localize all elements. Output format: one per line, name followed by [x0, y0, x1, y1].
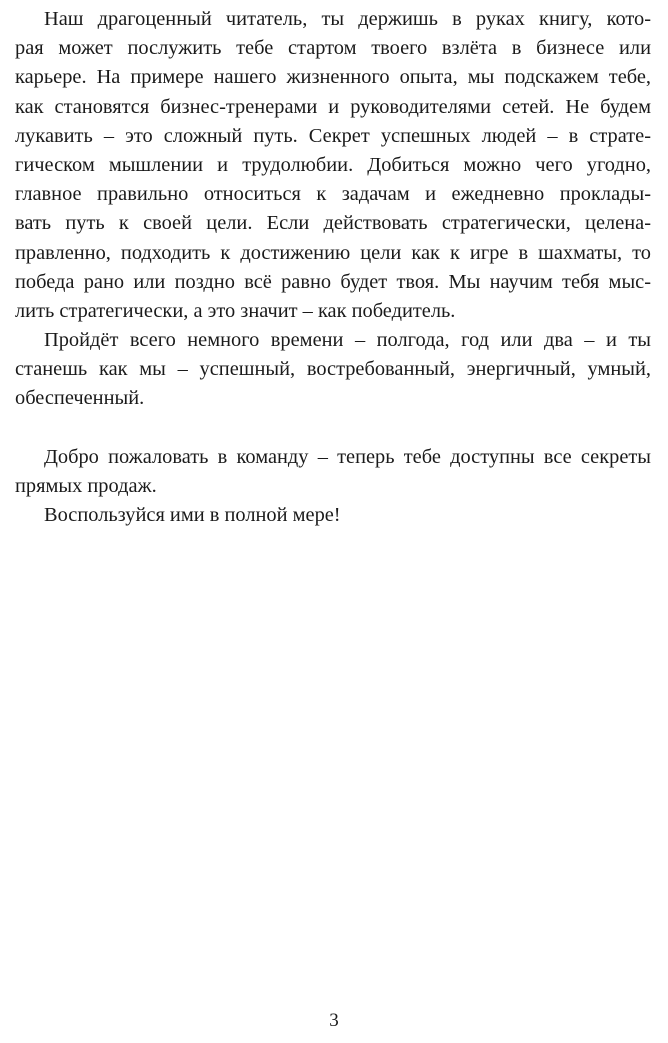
text-line: гическом мышлении и трудолюбии. Добиться можно чего угодно,: [15, 153, 651, 176]
paragraph-intro: [15, 5, 651, 326]
text-line: вать путь к своей цели. Если действовать стратегически, целена-: [15, 212, 651, 235]
text-line: Добро пожаловать в команду – теперь тебе доступны все секреты: [44, 445, 651, 468]
paragraph-closing: [15, 501, 651, 530]
text-line: обеспеченный.: [15, 387, 145, 410]
text-line: Пройдёт всего немного времени – полгода, год или два – и ты: [44, 329, 651, 352]
text-line: прямых продаж.: [15, 475, 157, 497]
paragraph-spacer: [15, 414, 651, 443]
text-line: станешь как мы – успешный, востребованный, энергичный, умный,: [15, 358, 651, 381]
text-line: как становятся бизнес-тренерами и руководителями сетей. Не будем: [15, 95, 651, 118]
text-line: Наш драгоценный читатель, ты держишь в руках книгу, кото-: [44, 8, 651, 30]
text-line: Воспользуйся ими в полной мере!: [44, 504, 341, 527]
text-line: карьере. На примере нашего жизненного опыта, мы подскажем тебе,: [15, 66, 651, 89]
text-line: лукавить – это сложный путь. Секрет успешных людей – в страте-: [15, 124, 651, 147]
text-line: лить стратегически, а это значит – как победитель.: [15, 299, 456, 322]
text-line: победа рано или поздно всё равно будет твоя. Мы научим тебя мыс-: [15, 270, 651, 293]
text-line: рая может послужить тебе стартом твоего взлёта в бизнесе или: [15, 37, 651, 60]
text-line: правленно, подходить к достижению цели как к игре в шахматы, то: [15, 241, 651, 264]
paragraph-future: [15, 326, 651, 414]
text-line: главное правильно относиться к задачам и ежедневно проклады-: [15, 183, 651, 206]
page-number: 3: [329, 1010, 339, 1031]
paragraph-welcome: [15, 443, 651, 501]
body-text: [15, 5, 651, 530]
